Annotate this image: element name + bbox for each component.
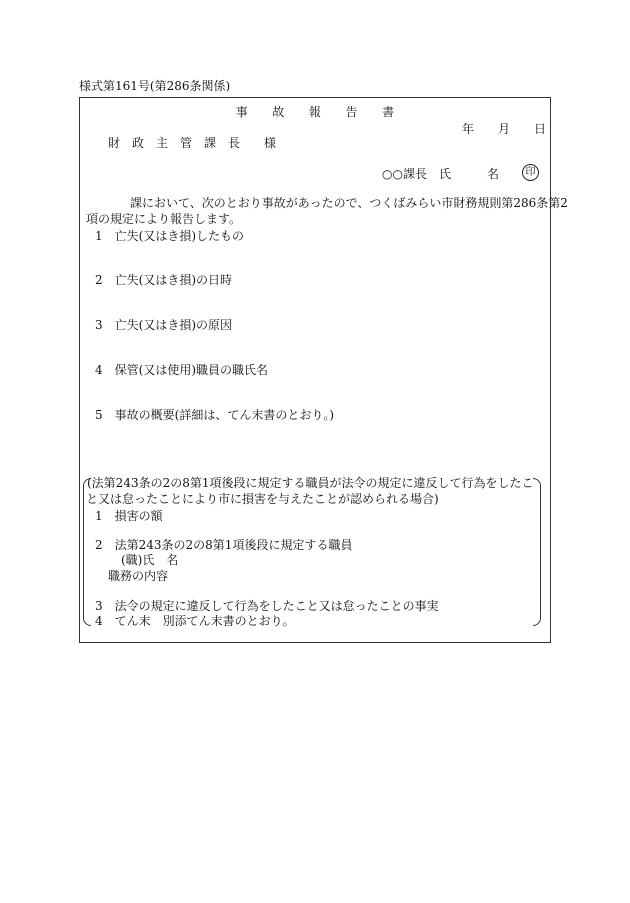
item-lost-cause: 3 亡失(又はき損)の原因 [95,318,232,332]
form-number: 様式第161号(第286条関係) [79,79,231,93]
body-text-line-2: 項の規定により報告します。 [86,212,242,226]
item-accident-summary: 5 事故の概要(詳細は、てん末書のとおり。) [95,408,334,422]
note-item-damage-amount: 1 損害の額 [95,509,163,523]
note-item-report-attachment: 4 てん末 別添てん末書のとおり。 [95,614,295,628]
note-bracket-right [533,478,541,626]
note-line-2: と又は怠ったことにより市に損害を与えたことが認められる場合) [86,492,439,506]
body-text-line-1: 課において、次のとおり事故があったので、つくばみらい市財務規則第286条第2 [130,196,568,210]
note-item-violation-facts: 3 法令の規定に違反して行為をしたこと又は怠ったことの事実 [95,599,439,613]
date-field: 年 月 日 [462,122,547,136]
note-line-1: (法第243条の2の8第1項後段に規定する職員が法令の規定に違反して行為をしたこ [87,476,534,490]
document-title: 事 故 報 告 書 [235,105,395,119]
note-item-duties: 職務の内容 [108,569,169,583]
seal-mark: 印 [522,164,539,181]
item-lost-datetime: 2 亡失(又はき損)の日時 [95,273,232,287]
note-item-staff: 2 法第243条の2の8第1項後段に規定する職員 [95,538,353,552]
sender-line: ○○課長 氏 名 [382,167,499,181]
item-lost-object: 1 亡失(又はき損)したもの [95,229,244,243]
item-staff-name: 4 保管(又は使用)職員の職氏名 [95,363,268,377]
note-item-staff-name: (職)氏 名 [121,553,179,567]
addressee-line: 財 政 主 管 課 長 様 [108,136,277,150]
